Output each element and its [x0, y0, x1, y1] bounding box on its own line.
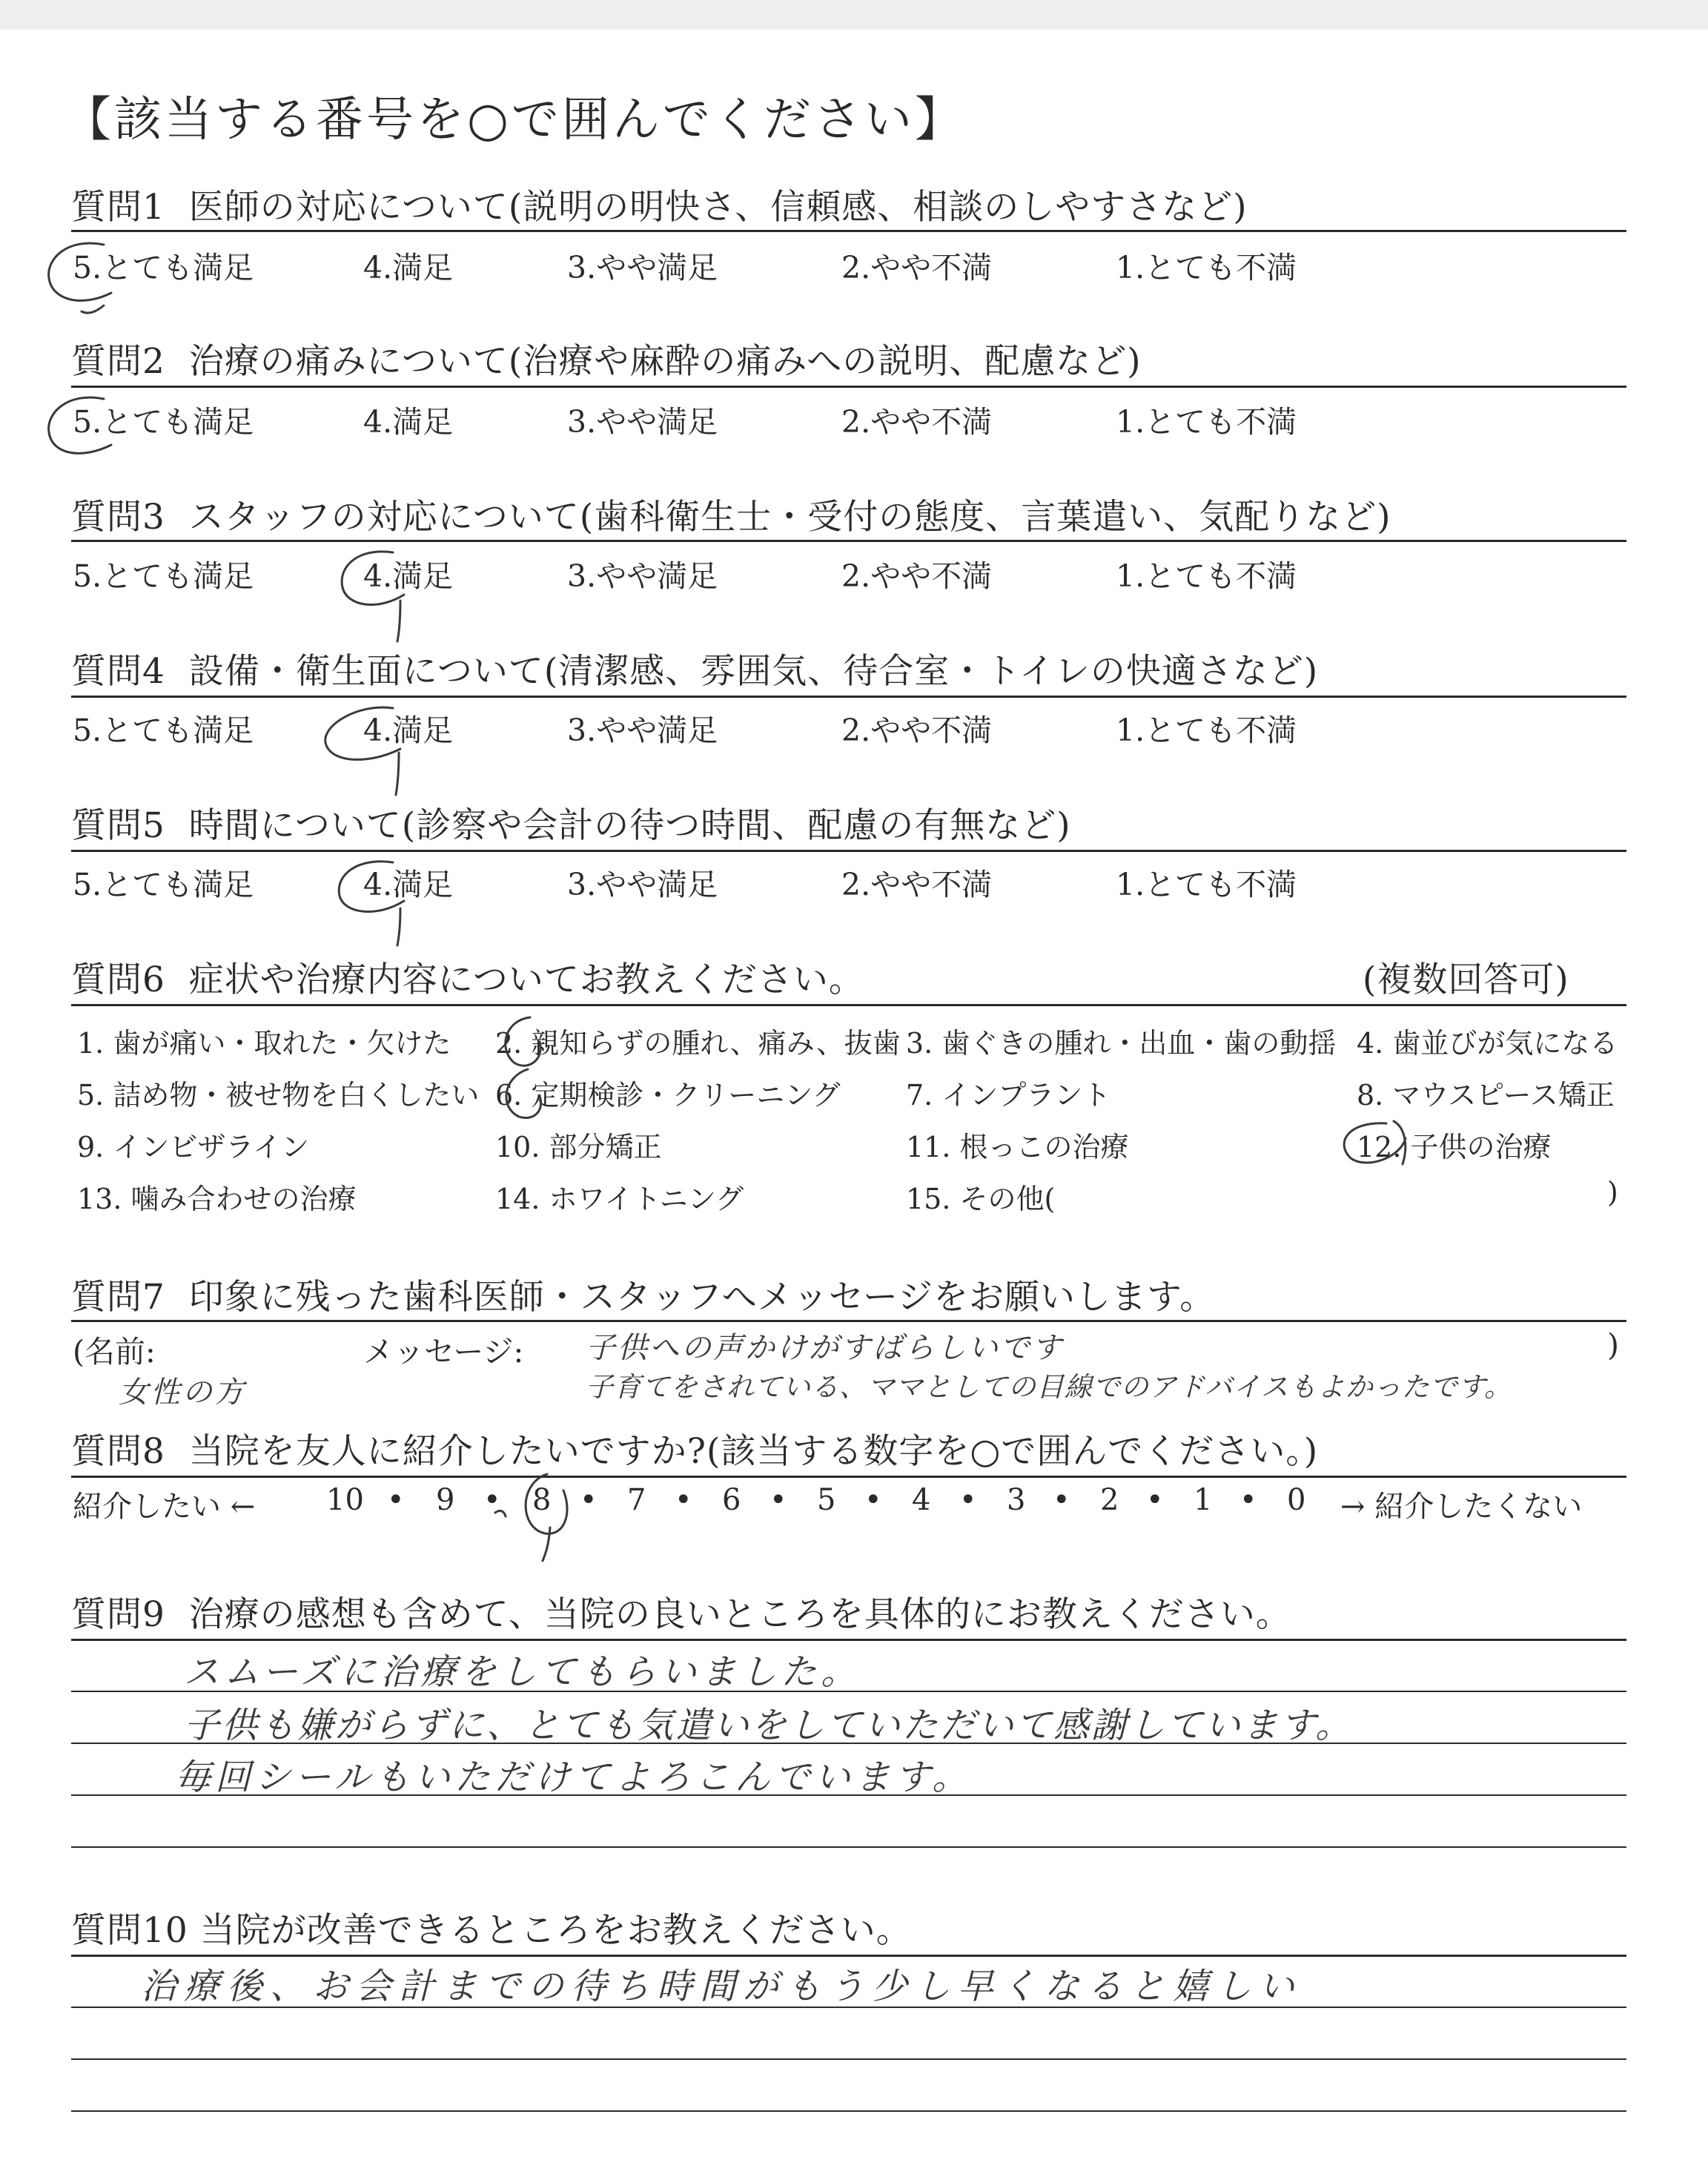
- option-2[interactable]: 2.やや不満: [841, 713, 993, 748]
- recommend-number[interactable]: 1: [1194, 1483, 1213, 1517]
- question-label: 質問7: [71, 1277, 165, 1318]
- option-3[interactable]: 3.やや満足: [567, 250, 718, 285]
- question-label: 質問6: [71, 960, 165, 1000]
- selection-circle: [339, 862, 404, 945]
- question-text: 治療の感想も含めて、当院の良いところを具体的にお教えください。: [188, 1594, 1291, 1635]
- option-1[interactable]: 1.とても不満: [1116, 558, 1297, 594]
- selection-circle: [49, 243, 111, 313]
- question-text: 印象に残った歯科医師・スタッフへメッセージをお願いします。: [188, 1277, 1216, 1318]
- symptom-option[interactable]: 15. その他(: [906, 1183, 1056, 1215]
- option-2[interactable]: 2.やや不満: [841, 558, 993, 594]
- symptom-option[interactable]: 5. 詰め物・被せ物を白くしたい: [77, 1079, 480, 1112]
- scale-dot: •: [864, 1483, 882, 1517]
- symptom-option[interactable]: 6. 定期検診・クリーニング: [495, 1079, 841, 1112]
- scale-dot: •: [675, 1483, 692, 1517]
- handwritten-message-line[interactable]: 子育てをされている、ママとしての目線でのアドバイスもよかったです。: [586, 1371, 1512, 1403]
- scale-dot: •: [1146, 1483, 1164, 1517]
- option-5[interactable]: 5.とても満足: [73, 867, 254, 902]
- question-label: 質問4: [71, 651, 165, 692]
- recommend-number[interactable]: 9: [436, 1483, 455, 1517]
- question-text: 設備・衛生面について(清潔感、雰囲気、待合室・トイレの快適さなど): [188, 651, 1319, 692]
- handwritten-answer-line[interactable]: 毎回シールもいただけてよろこんでいます。: [175, 1757, 973, 1798]
- recommend-number[interactable]: 7: [627, 1483, 646, 1517]
- question-label: 質問3: [71, 497, 165, 538]
- option-3[interactable]: 3.やや満足: [567, 558, 718, 594]
- symptom-option[interactable]: 12. 子供の治療: [1357, 1131, 1552, 1163]
- name-label: (名前:: [73, 1334, 156, 1370]
- scale-dot: •: [580, 1483, 598, 1517]
- question-text: 当院を友人に紹介したいですか?(該当する数字を○で囲んでください。): [188, 1431, 1319, 1472]
- option-4[interactable]: 4.満足: [363, 404, 454, 440]
- handwritten-message-line[interactable]: 子供への声かけがすばらしいです: [586, 1331, 1064, 1365]
- option-2[interactable]: 2.やや不満: [841, 867, 993, 902]
- option-1[interactable]: 1.とても不満: [1116, 404, 1297, 440]
- symptom-option[interactable]: 4. 歯並びが気になる: [1357, 1027, 1618, 1060]
- handwritten-name[interactable]: 女性の方: [119, 1375, 246, 1410]
- symptom-option[interactable]: 11. 根っこの治療: [906, 1131, 1129, 1163]
- question-text: スタッフの対応について(歯科衛生士・受付の態度、言葉遣い、気配りなど): [188, 497, 1391, 538]
- question-text: 治療の痛みについて(治療や麻酔の痛みへの説明、配慮など): [188, 341, 1142, 382]
- recommend-number[interactable]: 6: [722, 1483, 741, 1517]
- option-4[interactable]: 4.満足: [363, 558, 454, 594]
- recommend-number[interactable]: 0: [1287, 1483, 1306, 1517]
- option-1[interactable]: 1.とても不満: [1116, 867, 1297, 902]
- selection-circle: [1344, 1121, 1406, 1164]
- handwritten-answer-line[interactable]: 子供も嫌がらずに、とても気遣いをしていただいて感謝しています。: [184, 1705, 1354, 1746]
- option-1[interactable]: 1.とても不満: [1116, 250, 1297, 285]
- form-heading: 【該当する番号を○で囲んでください】: [64, 93, 965, 148]
- option-4[interactable]: 4.満足: [363, 250, 454, 285]
- recommend-number[interactable]: 2: [1100, 1483, 1119, 1517]
- option-2[interactable]: 2.やや不満: [841, 404, 993, 440]
- question-text: 当院が改善できるところをお教えください。: [199, 1910, 912, 1951]
- selection-circle: [325, 707, 400, 795]
- symptom-option[interactable]: 13. 噛み合わせの治療: [77, 1183, 357, 1215]
- symptom-option[interactable]: 2. 親知らずの腫れ、痛み、抜歯: [495, 1027, 901, 1060]
- option-5[interactable]: 5.とても満足: [73, 404, 254, 440]
- question-label: 質問8: [71, 1431, 165, 1472]
- option-3[interactable]: 3.やや満足: [567, 713, 718, 748]
- symptom-option[interactable]: 7. インプラント: [906, 1079, 1111, 1112]
- recommend-number[interactable]: 4: [912, 1483, 931, 1517]
- question-text: 医師の対応について(説明の明快さ、信頼感、相談のしやすさなど): [188, 187, 1248, 228]
- handwritten-answer-line[interactable]: スムーズに治療をしてもらいました。: [184, 1651, 861, 1693]
- multiple-answer-note: (複数回答可): [1363, 960, 1569, 1000]
- symptom-option[interactable]: 3. 歯ぐきの腫れ・出血・歯の動揺: [906, 1027, 1337, 1060]
- selection-circle: [495, 1474, 567, 1561]
- question-label: 質問2: [71, 341, 165, 382]
- option-3[interactable]: 3.やや満足: [567, 404, 718, 440]
- scale-dot: •: [769, 1483, 787, 1517]
- question-text: 時間について(診察や会計の待つ時間、配慮の有無など): [188, 805, 1071, 846]
- question-label: 質問10: [71, 1910, 188, 1951]
- question-label: 質問1: [71, 187, 165, 228]
- option-5[interactable]: 5.とても満足: [73, 250, 254, 285]
- recommend-number[interactable]: 3: [1007, 1483, 1026, 1517]
- selection-circle: [49, 397, 111, 453]
- question-label: 質問5: [71, 805, 165, 846]
- symptom-option[interactable]: 10. 部分矯正: [495, 1131, 662, 1163]
- handwritten-answer-line[interactable]: 治療後、お会計までの待ち時間がもう少し早くなると嬉しい: [141, 1966, 1302, 2007]
- recommend-right-label: → 紹介したくない: [1340, 1490, 1583, 1524]
- recommend-number[interactable]: 5: [817, 1483, 836, 1517]
- scale-dot: •: [483, 1483, 501, 1517]
- symptom-option[interactable]: 8. マウスピース矯正: [1357, 1079, 1615, 1112]
- scale-dot: •: [1053, 1483, 1070, 1517]
- question-label: 質問9: [71, 1594, 165, 1635]
- option-5[interactable]: 5.とても満足: [73, 558, 254, 594]
- option-4[interactable]: 4.満足: [363, 713, 454, 748]
- option-2[interactable]: 2.やや不満: [841, 250, 993, 285]
- option-4[interactable]: 4.満足: [363, 867, 454, 902]
- recommend-left-label: 紹介したい ←: [73, 1490, 256, 1524]
- other-close-paren: ): [1607, 1176, 1618, 1209]
- scale-dot: •: [959, 1483, 977, 1517]
- message-label: メッセージ:: [363, 1334, 524, 1370]
- message-close-paren: ): [1607, 1327, 1619, 1363]
- symptom-option[interactable]: 14. ホワイトニング: [495, 1183, 744, 1215]
- scale-dot: •: [1239, 1483, 1257, 1517]
- selection-circle: [342, 552, 404, 641]
- scale-dot: •: [387, 1483, 405, 1517]
- question-text: 症状や治療内容についてお教えください。: [188, 960, 864, 1000]
- option-3[interactable]: 3.やや満足: [567, 867, 718, 902]
- option-5[interactable]: 5.とても満足: [73, 713, 254, 748]
- symptom-option[interactable]: 1. 歯が痛い・取れた・欠けた: [77, 1027, 451, 1060]
- selection-circle: [506, 1017, 540, 1066]
- selection-circle: [506, 1069, 541, 1118]
- symptom-option[interactable]: 9. インビザライン: [77, 1131, 310, 1163]
- recommend-number[interactable]: 8: [532, 1483, 552, 1517]
- recommend-number[interactable]: 10: [326, 1483, 364, 1517]
- option-1[interactable]: 1.とても不満: [1116, 713, 1297, 748]
